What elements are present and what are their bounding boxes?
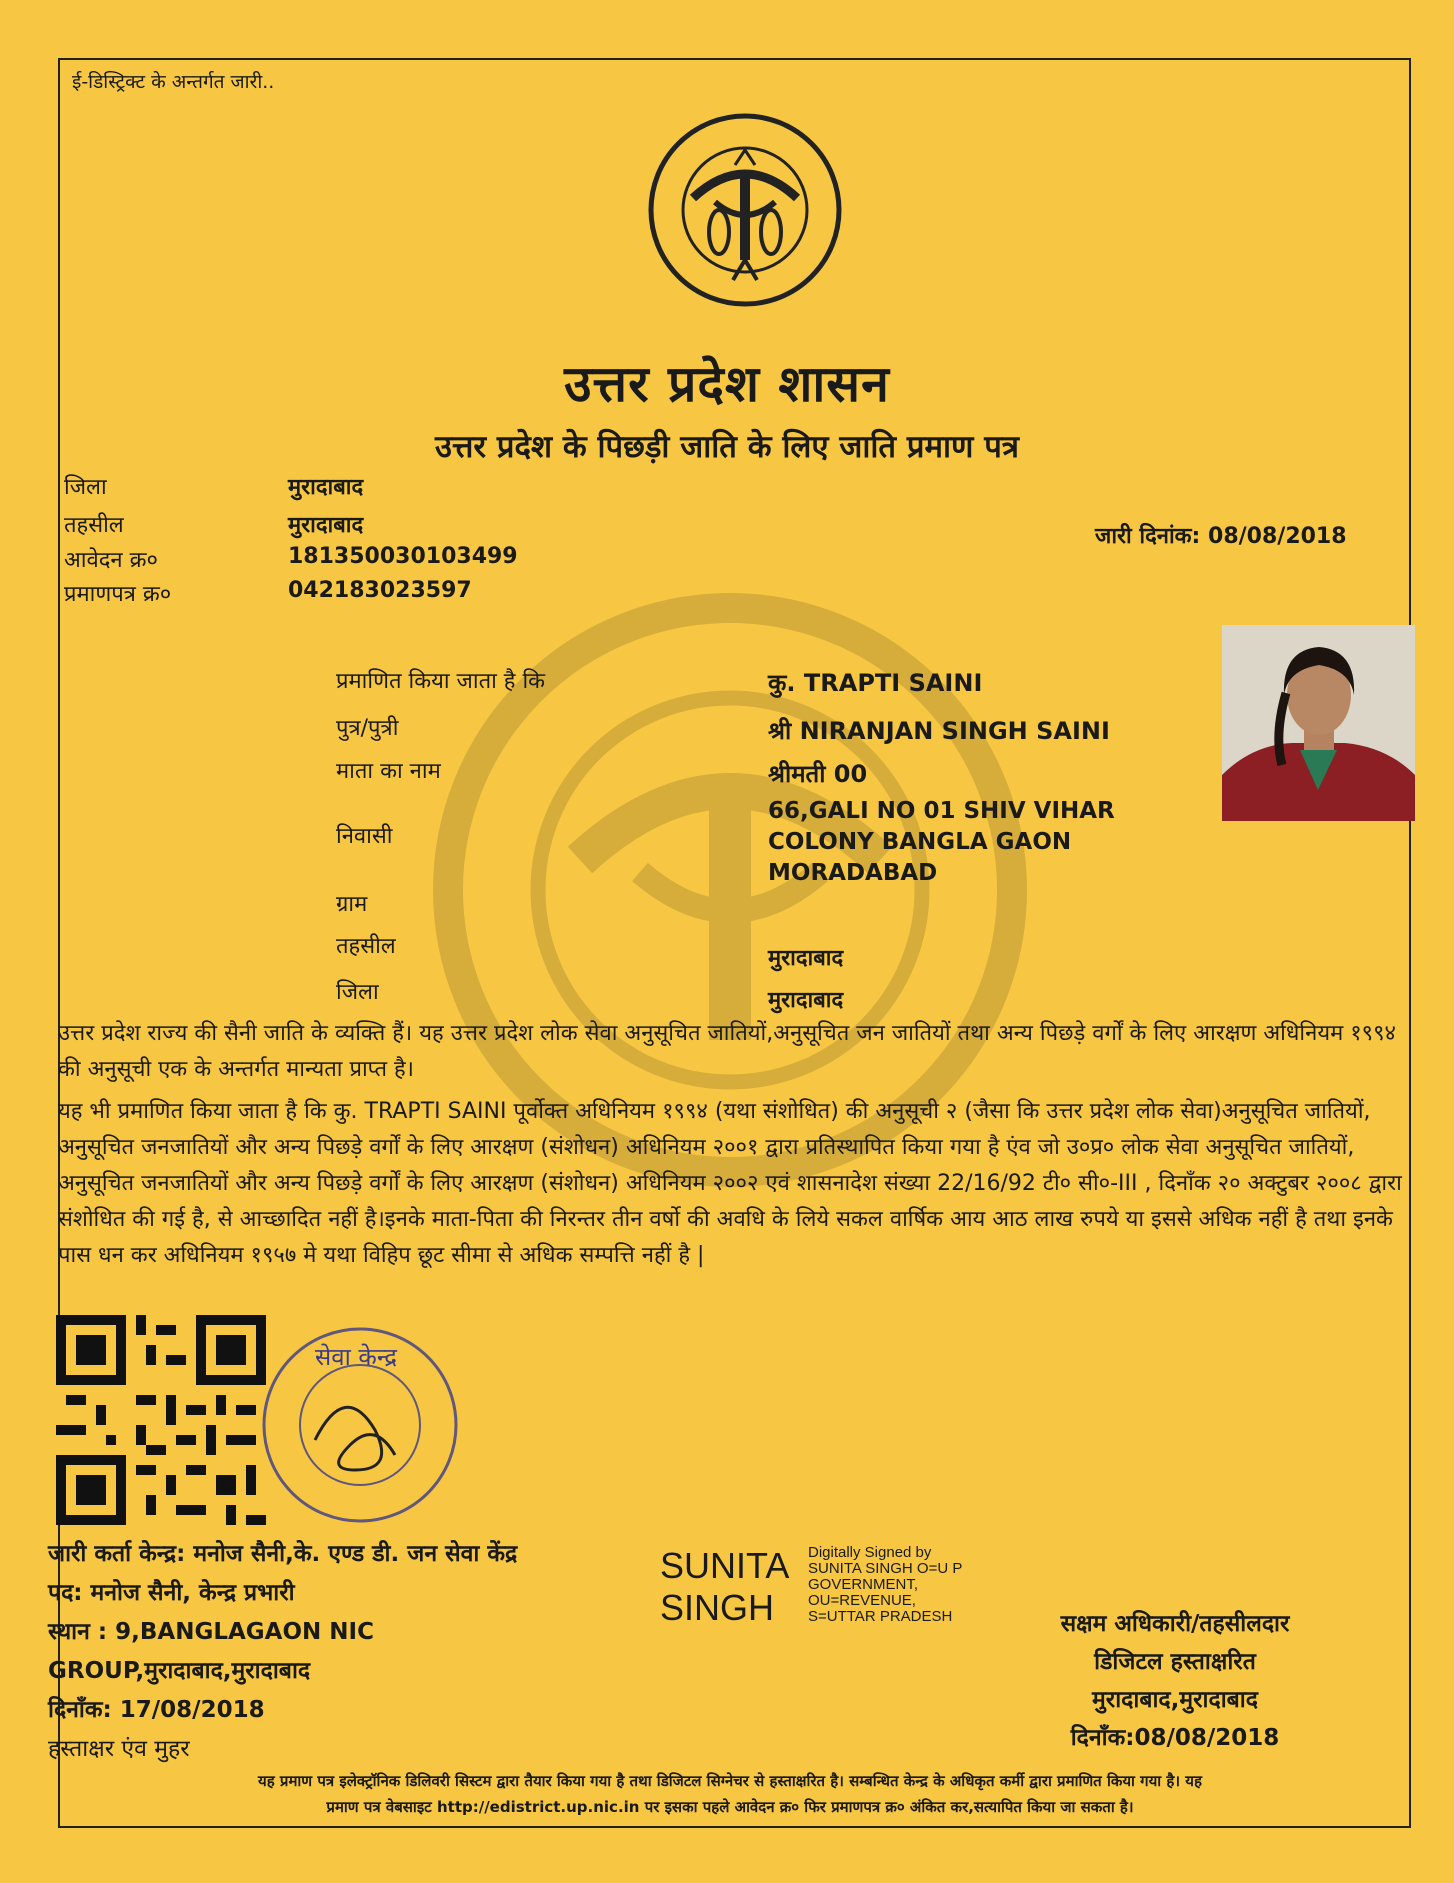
issuer-date: दिनाँक: 17/08/2018	[48, 1697, 265, 1723]
signature-detail: Digitally Signed by	[808, 1544, 932, 1561]
authority-location: मुरादाबाद,मुरादाबाद	[1092, 1687, 1258, 1713]
verification-note	[40, 1768, 1420, 1820]
detail-district-label: जिला	[336, 980, 379, 1005]
issuer-location: स्थान : 9,BANGLAGAON NIC	[48, 1619, 374, 1645]
signature-name-line2: SINGH	[660, 1587, 775, 1628]
issue-date: जारी दिनांक: 08/08/2018	[1095, 524, 1347, 549]
up-government-emblem-icon	[645, 110, 845, 310]
page-title: उत्तर प्रदेश शासन	[564, 355, 890, 413]
digital-signature-details	[808, 1545, 962, 1625]
residence-label: निवासी	[336, 824, 393, 849]
signature-detail: S=UTTAR PRADESH	[808, 1608, 953, 1625]
issuer-designation: पद: मनोज सैनी, केन्द्र प्रभारी	[48, 1580, 295, 1606]
district-label: जिला	[64, 475, 107, 500]
qr-code	[56, 1315, 266, 1525]
detail-district-value: मुरादाबाद	[768, 988, 844, 1013]
issuer-location-cont: GROUP,मुरादाबाद,मुरादाबाद	[48, 1658, 311, 1684]
verification-note-line: यह प्रमाण पत्र इलेक्ट्रॉनिक डिलिवरी सिस्टम द्वारा तैयार किया गया है तथा डिजिटल सिग्नेचर से हस्ताक्षरित है। सम्बन्धित केन्द्र के अधिकृत कर्मी द्वारा प्रमाणित किया गया है। यह	[258, 1772, 1202, 1790]
signature-detail: OU=REVENUE,	[808, 1592, 916, 1609]
mother-label: माता का नाम	[336, 759, 441, 784]
mother-name: श्रीमती 00	[768, 760, 868, 788]
edistrict-note: ई-डिस्ट्रिक्ट के अन्तर्गत जारी..	[72, 71, 275, 93]
parent-label: पुत्र/पुत्री	[336, 716, 399, 741]
certificate-no-label: प्रमाणपत्र क्र०	[64, 582, 172, 607]
application-no-value: 181350030103499	[288, 544, 518, 569]
holder-photo	[1222, 625, 1415, 821]
svg-text:सेवा केन्द्र: सेवा केन्द्र	[315, 1343, 398, 1371]
holder-name: कु. TRAPTI SAINI	[768, 669, 983, 697]
tehsil-value: मुरादाबाद	[288, 513, 364, 538]
issuing-centre-block	[48, 1535, 517, 1769]
signature-name-line1: SUNITA	[660, 1545, 790, 1586]
authority-date: दिनाँक:08/08/2018	[1070, 1725, 1280, 1751]
application-no-label: आवेदन क्र०	[64, 548, 158, 573]
district-value: मुरादाबाद	[288, 475, 364, 500]
certified-label: प्रमाणित किया जाता है कि	[336, 669, 546, 694]
digital-signature-name	[660, 1545, 789, 1629]
digitally-signed-label: डिजिटल हस्ताक्षरित	[1094, 1649, 1256, 1675]
signature-detail: SUNITA SINGH O=U P	[808, 1560, 963, 1577]
father-name: श्री NIRANJAN SINGH SAINI	[768, 717, 1110, 745]
competent-authority-block	[1015, 1605, 1335, 1757]
residence-address: 66,GALI NO 01 SHIV VIHAR COLONY BANGLA GAON MORADABAD	[768, 798, 1115, 886]
detail-tehsil-value: मुरादाबाद	[768, 946, 844, 971]
caste-paragraph: उत्तर प्रदेश राज्य की सैनी जाति के व्यक्ति हैं। यह उत्तर प्रदेश लोक सेवा अनुसूचित जातियों,अनुसूचित जन जातियों तथा अन्य पिछड़े वर्गों के लिए आरक्षण अधिनियम १९९४ की अनुसूची एक के अन्तर्गत मान्यता प्राप्त है।	[58, 1021, 1396, 1082]
seva-kendra-stamp-icon	[255, 1320, 465, 1530]
certificate-no-value: 042183023597	[288, 578, 472, 603]
tehsil-label: तहसील	[64, 513, 124, 538]
village-label: ग्राम	[336, 892, 368, 917]
sign-and-seal-label: हस्ताक्षर एंव मुहर	[48, 1736, 190, 1762]
verification-note-line: प्रमाण पत्र वेबसाइट http://edistrict.up.nic.in पर इसका पहले आवेदन क्र० फिर प्रमाणपत्र क्र० अंकित कर,सत्यापित किया जा सकता है।	[326, 1798, 1134, 1816]
issuing-centre: जारी कर्ता केन्द्र: मनोज सैनी,के. एण्ड डी. जन सेवा केंद्र	[48, 1541, 518, 1567]
detail-tehsil-label: तहसील	[336, 934, 396, 959]
certificate-subtitle: उत्तर प्रदेश के पिछड़ी जाति के लिए जाति प्रमाण पत्र	[435, 429, 1019, 465]
certification-paragraph: यह भी प्रमाणित किया जाता है कि कु. TRAPTI SAINI पूर्वोक्त अधिनियम १९९४ (यथा संशोधित) की अनुसूची २ (जैसा कि उत्तर प्रदेश लोक सेवा)अनुसूचित जातियों, अनुसूचित जनजातियों और अन्य पिछड़े वर्गों के लिए आरक्षण (संशोधन) अधिनियम २००१ द्वारा प्रतिस्थापित किया गया है एंव जो उ०प्र० लोक सेवा अनुसूचित जातियों, अनुसूचित जनजातियों और अन्य पिछड़े वर्गों के लिए आरक्षण (संशोधन) अधिनियम २००२ एवं शासनादेश संख्या 22/16/92 टी० सी०-III , दिनाँक २० अक्टुबर २००८ द्वारा संशोधित की गई है, से आच्छादित नहीं है।इनके माता-पिता की निरन्तर तीन वर्षो की अवधि के लिये सकल वार्षिक आय आठ लाख रुपये या इससे अधिक नहीं है तथा इनके पास धन कर अधिनियम १९५७ मे यथा विहिप छूट सीमा से अधिक सम्पत्ति नहीं है |	[58, 1099, 1402, 1268]
authority-title: सक्षम अधिकारी/तहसीलदार	[1060, 1611, 1290, 1637]
signature-detail: GOVERNMENT,	[808, 1576, 919, 1593]
